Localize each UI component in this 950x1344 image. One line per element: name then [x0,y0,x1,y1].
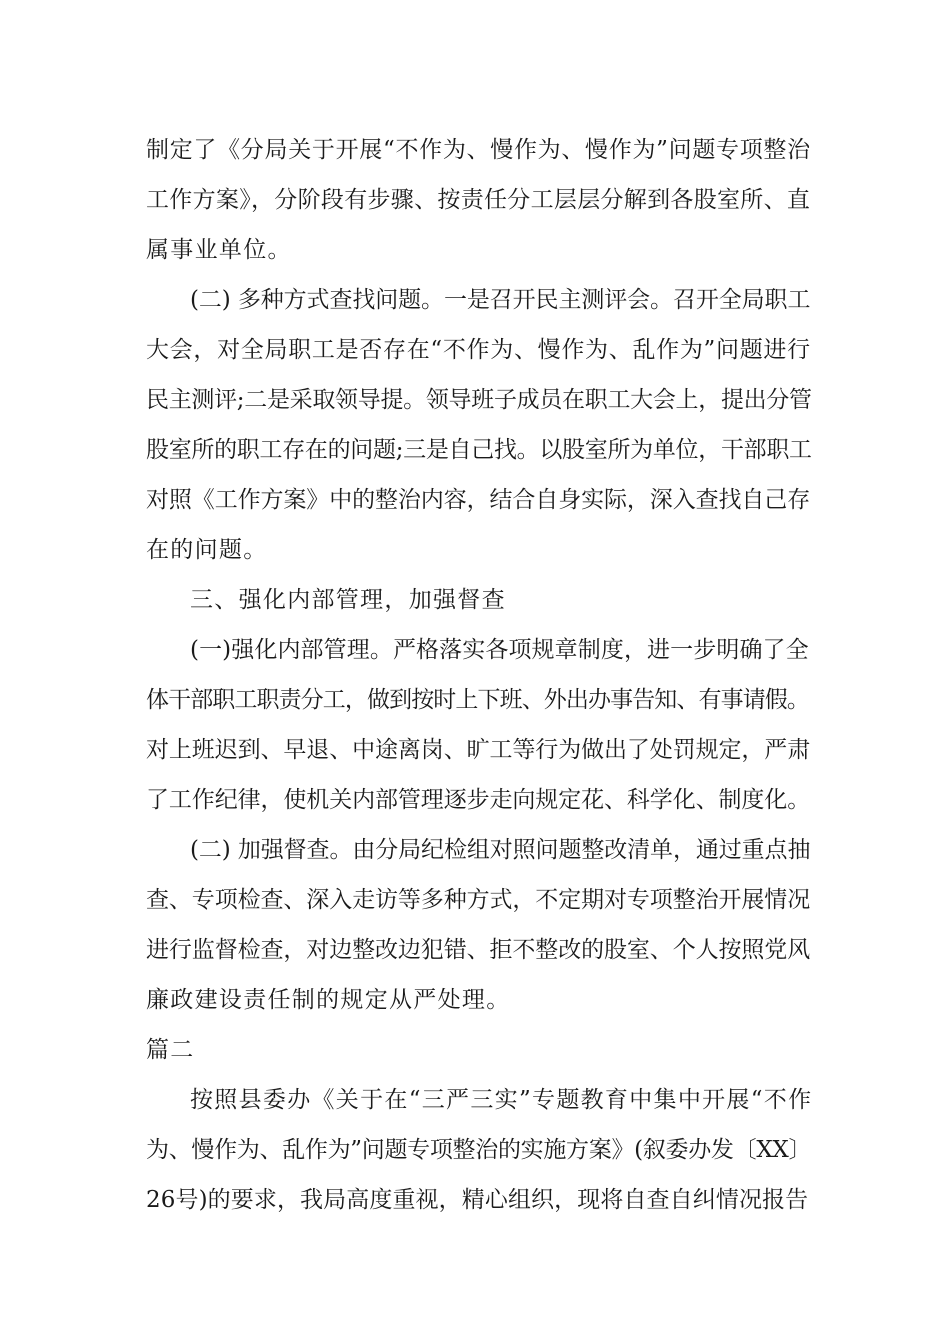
text-line: 廉政建设责任制的规定从严处理。 [146,987,511,1013]
text-line: 工作方案》，分阶段有步骤、按责任分工层层分解到各股室所、直 [146,187,811,213]
text-line: 体干部职工职责分工，做到按时上下班、外出办事告知、有事请假。 [146,687,810,713]
text-line: (二) 加强督查。由分局纪检组对照问题整改清单，通过重点抽 [190,837,811,863]
text-line: 为、慢作为、乱作为”问题专项整治的实施方案》(叙委办发〔XX〕 [146,1137,812,1163]
text-line: 股室所的职工存在的问题;三是自己找。以股室所为单位，干部职工 [146,437,812,463]
text-line: 26号)的要求，我局高度重视，精心组织，现将自查自纠情况报告 [146,1187,809,1213]
section-heading: 三、强化内部管理，加强督查 [190,587,506,613]
text-line: (二) 多种方式查找问题。一是召开民主测评会。召开全局职工 [190,287,811,313]
text-line: 按照县委办《关于在“三严三实”专题教育中集中开展“不作 [190,1087,813,1113]
text-line: (一)强化内部管理。严格落实各项规章制度，进一步明确了全 [190,637,809,663]
text-line: 在的问题。 [146,537,268,563]
text-line: 大会，对全局职工是否存在“不作为、慢作为、乱作为”问题进行 [146,337,811,363]
section-heading: 篇二 [146,1037,195,1063]
text-line: 对照《工作方案》中的整治内容，结合自身实际，深入查找自己存 [146,487,811,513]
text-line: 属事业单位。 [146,237,292,263]
text-line: 对上班迟到、早退、中途离岗、旷工等行为做出了处罚规定，严肃 [146,737,811,763]
text-line: 制定了《分局关于开展“不作为、慢作为、慢作为”问题专项整治 [146,137,811,163]
text-line: 民主测评;二是采取领导提。领导班子成员在职工大会上，提出分管 [146,387,812,413]
text-line: 查、专项检查、深入走访等多种方式，不定期对专项整治开展情况 [146,887,811,913]
text-line: 了工作纪律，使机关内部管理逐步走向规定花、科学化、制度化。 [146,787,811,813]
text-line: 进行监督检查，对边整改边犯错、拒不整改的股室、个人按照党风 [146,937,811,963]
